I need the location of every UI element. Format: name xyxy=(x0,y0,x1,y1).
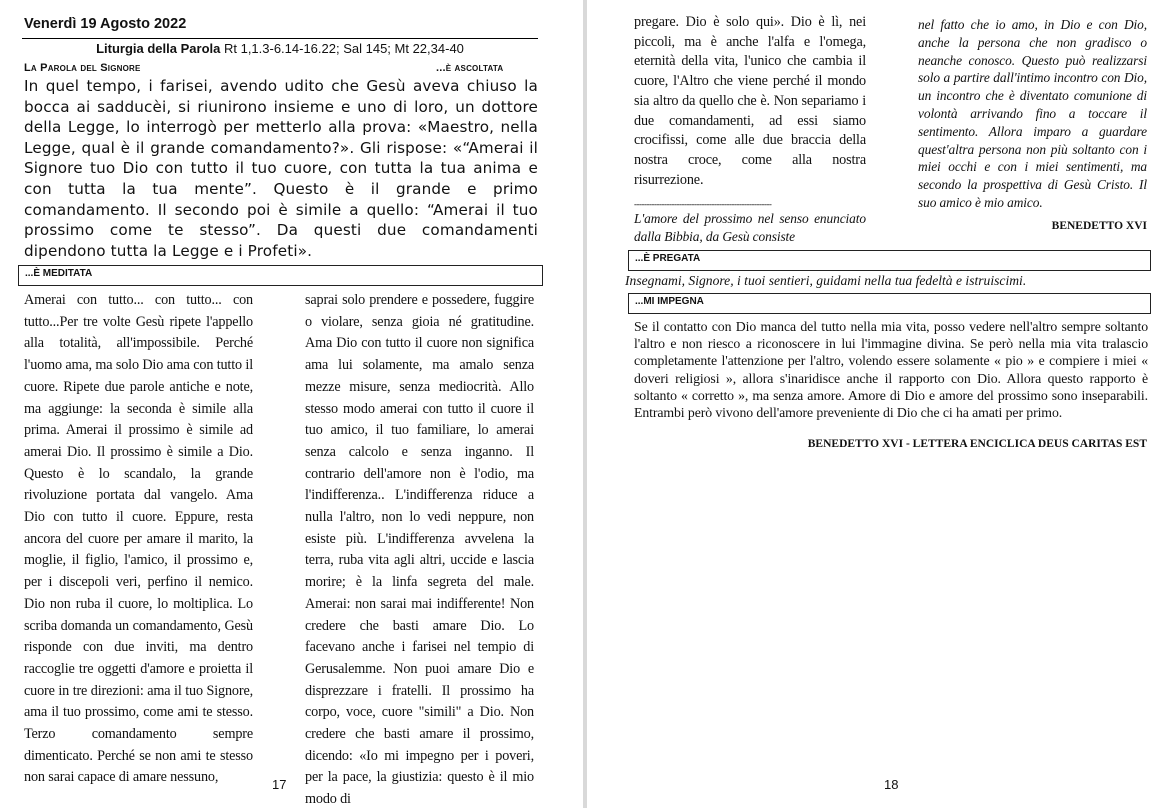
column-2-signature: BENEDETTO XVI xyxy=(1051,220,1147,232)
date-heading: Venerdì 19 Agosto 2022 xyxy=(24,16,187,32)
commit-label: ...MI IMPEGNA xyxy=(628,293,1151,314)
liturgy-title: Liturgia della Parola xyxy=(96,41,221,56)
liturgy-refs: Rt 1,1.3-6.14-16.22; Sal 145; Mt 22,34-40 xyxy=(220,41,464,56)
meditation-column-1: Amerai con tutto... con tutto... con tutto...Per tre volte Gesù ripete l'appello alla totalità, all'impossibile. Perché l'uomo ama, ma solo Dio ama con tutto il cuore. Ripete due parole antiche e note, ma aggiunge: la seconda è simile alla prima. Amerai il prossimo è simile ad amerai Dio. Il prossimo è simile a Dio. Questo è lo scandalo, la grande rivoluzione portata dal vangelo. Ama Dio con tutto il cuore. Eppure, resta ancora del cuore per amare il marito, la moglie, il figlio, l'amico, il prossimo e, per i discepoli veri, perfino il nemico. Dio non ruba il cuore, lo moltiplica. Lo scriba domanda un comandamento, Gesù risponde con due inviti, ma dentro raccoglie tre oggetti d'amore e proietta il cuore in tre direzioni: ama il tuo Signore, ama il tuo prossimo, come ami te stesso. Terzo comandamento sempre dimenticato. Perché se non ami te stesso non sarai capace di amare nessuno, xyxy=(24,292,253,786)
meditation-column-2: saprai solo prendere e possedere, fuggire o violare, senza gioia né gratitudine. Ama Dio con tutto il cuore non significa ama lui solamente, ma amalo senza mezze misure, senza mediocrità. Allo stesso modo amerai con tutto il cuore il tuo amico, il tuo familiare, lo amerai senza calcolo e senza inganno. Il contrario dell'amore non è l'odio, ma l'indifferenza.. L'indifferenza riduce a nulla l'altro, non lo vedi neppure, non esiste più. L'indifferenza avvelena la terra, ruba vita agli altri, uccide e lascia morire; è la linfa segreta del male. Amerai: non sarai mai indifferente! Non credere che basti amare Dio. Lo facevano anche i farisei nel tempio di Gerusalemme. Non puoi amare Dio e disprezzare i fratelli. Il prossimo ha corpo, voce, cuore "simili" a Dio. Non credere che basti amare il prossimo, dicendo: «Io mi impegno per i poveri, per la pace, la giustizia: questo è il mio modo di xyxy=(305,292,534,808)
right-column-1-quote: L'amore del prossimo nel senso enunciato dalla Bibbia, da Gesù consiste xyxy=(634,211,866,244)
gospel-text: In quel tempo, i farisei, avendo udito che Gesù aveva chiuso la bocca ai sadducèi, si riunirono insieme e uno di loro, un dottore della Legge, lo interrogò per metterlo alla prova: «Maestro, nella Legge, qual è il grande comandamento?». Gli rispose: «“Amerai il Signore tuo Dio con tutto il tuo cuore, con tutta la tua anima e con tutta la tua mente”. Questo è il grande e primo comandamento. Il secondo poi è simile a quello: “Amerai il tuo prossimo come te stesso”. Da questi due comandamenti dipendono tutta la Legge e i Profeti». xyxy=(24,77,538,260)
right-column-2-quote: nel fatto che io amo, in Dio e con Dio, anche la persona che non gradisco o neanche conosco. Questo può realizzarsi solo a partire dall'intimo incontro con Dio, un incontro che è diventato comunione di volontà arrivando fino a toccare il sentimento. Allora imparo a guardare quest'altra persona non più soltanto con i miei occhi e con i miei sentimenti, ma secondo la prospettiva di Gesù Cristo. Il suo amico è mio amico. xyxy=(918,17,1147,210)
listen-label: ...è ascoltata xyxy=(436,62,504,74)
header-rule xyxy=(22,38,538,39)
word-label: La Parola del Signore xyxy=(24,62,141,74)
prayer-text: Insegnami, Signore, i tuoi sentieri, guidami nella tua fedeltà e istruiscimi. xyxy=(625,273,1027,288)
right-page xyxy=(587,0,1167,808)
right-column-1-text: pregare. Dio è solo qui». Dio è lì, nei piccoli, ma è anche l'alfa e l'omega, eternità della vita, l'unico che cambia il cuore, l'Altro che viene perché il mondo sia altro da quello che è. Non separiamo i due comandamenti, ad essi siamo crocifissi, come alle due braccia della nostra croce, come alla nostra risurrezione. xyxy=(634,14,866,188)
meditated-label: ...È MEDITATA xyxy=(18,265,543,286)
separator-line: ------------------------------------------------------- xyxy=(634,200,772,209)
page-number: 17 xyxy=(272,777,287,792)
left-page xyxy=(0,0,583,808)
page-number: 18 xyxy=(884,777,899,792)
commit-signature: BENEDETTO XVI - LETTERA ENCICLICA DEUS CARITAS EST xyxy=(807,438,1147,450)
prayed-label: ...È PREGATA xyxy=(628,250,1151,271)
commit-text: Se il contatto con Dio manca del tutto nella mia vita, posso vedere nell'altro sempre soltanto l'altro e non riesco a riconoscere in lui l'immagine divina. Se però nella mia vita tralascio completamente l'attenzione per l'altro, volendo essere solamente « pio » e compiere i miei « doveri religiosi », allora s'inaridisce anche il rapporto con Dio. Allora questo rapporto è soltanto « corretto », ma senza amore. Amore di Dio e amore del prossimo sono inseparabili. Entrambi però vivono dell'amore preveniente di Dio che ci ha amati per primo. xyxy=(634,319,1148,421)
liturgy-line xyxy=(22,41,538,56)
